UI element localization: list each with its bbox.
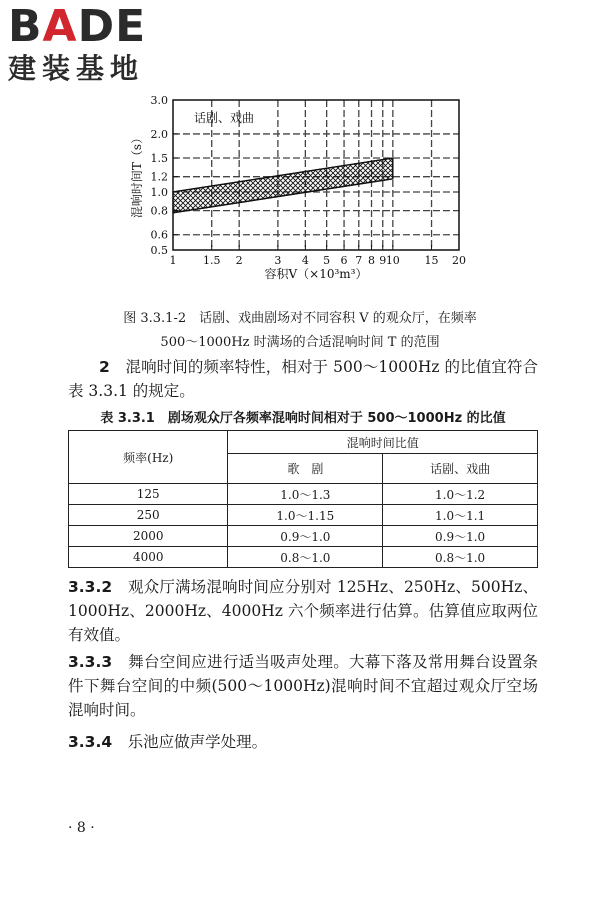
cell-frequency: 125 [69,484,228,505]
bade-logo [8,1,188,86]
chart-x-tick-label: 5 [323,254,331,267]
clause-3-3-2-number: 3.3.2 [68,578,113,596]
chart-y-tick-label: 0.5 [150,244,168,257]
chart-y-tick-label: 1.0 [150,185,168,199]
cell-drama: 0.8～1.0 [383,547,538,568]
cell-frequency: 250 [69,505,228,526]
cell-opera: 1.0～1.15 [228,505,383,526]
header-opera: 歌 剧 [228,454,383,484]
chart-x-tick-label: 10 [385,254,400,267]
header-frequency: 频率(Hz) [69,431,228,484]
logo-subtitle: 建装基地 [8,52,145,85]
header-ratio-group: 混响时间比值 [228,431,538,454]
clause-3-3-4 [68,730,538,754]
chart-x-tick-label: 7 [355,254,363,267]
logo-wordmark [8,1,188,52]
item-2-text: 混响时间的频率特性，相对于 500～1000Hz 的比值宜符合表 3.3.1 的规定。 [68,358,538,400]
chart-x-tick-label: 4 [301,254,309,267]
figure-caption-line-1: 图 3.3.1-2 话剧、戏曲剧场对不同容积 V 的观众厅，在频率 [123,311,477,326]
chart-band-group [173,158,393,213]
chart-x-tick-label: 9 [379,254,387,267]
chart-x-tick-label: 2 [235,254,243,267]
page-number: · 8 · [68,820,95,836]
logo-letter-a: A [42,1,78,52]
logo-letters-de: DE [77,1,147,52]
logo-letter-b: B [8,1,43,52]
chart-y-tick-label: 1.5 [150,152,168,166]
cell-drama: 1.0～1.2 [383,484,538,505]
figure-caption-line-2: 500～1000Hz 时满场的合适混响时间 T 的范围 [160,335,440,350]
chart-x-tick-label: 1 [169,254,177,267]
item-2-number: 2 [99,358,110,376]
chart-x-tick-label: 15 [424,254,439,267]
chart-x-tick-label: 6 [340,254,348,267]
chart-y-tick-label: 0.8 [150,204,168,218]
table-caption: 表 3.3.1 剧场观众厅各频率混响时间相对于 500～1000Hz 的比值 [100,411,506,426]
clause-3-3-4-number: 3.3.4 [68,733,113,751]
chart-x-tick-label: 1.5 [202,254,221,267]
chart-y-tick-label: 2.0 [150,127,168,141]
reverberation-chart [118,88,478,288]
clause-3-3-3-number: 3.3.3 [68,653,113,671]
cell-opera: 1.0～1.3 [228,484,383,505]
chart-title: 话剧、戏曲 [194,111,255,125]
header-drama: 话剧、戏曲 [383,454,538,484]
clause-3-3-3-text: 舞台空间应进行适当吸声处理。大幕下落及常用舞台设置条件下舞台空间的中频(500～1000Hz)混响时间不宜超过观众厅空场混响时间。 [68,653,538,719]
cell-opera: 0.9～1.0 [228,526,383,547]
clause-3-3-3 [68,650,538,722]
clause-3-3-2 [68,575,538,647]
cell-frequency: 2000 [69,526,228,547]
table-row [69,484,538,505]
chart-y-axis-label: 混响时间T（s） [130,131,144,219]
clause-3-3-2-text: 观众厅满场混响时间应分别对 125Hz、250Hz、500Hz、1000Hz、2000Hz、4000Hz 六个频率进行估算。估算值应取两位有效值。 [68,578,538,644]
chart-x-tick-label: 8 [368,254,376,267]
table-row [69,505,538,526]
chart-y-tick-label: 0.6 [150,228,168,242]
cell-opera: 0.8～1.0 [228,547,383,568]
cell-drama: 1.0～1.1 [383,505,538,526]
chart-y-tick-label: 1.2 [150,170,168,184]
item-2-paragraph [68,355,538,403]
chart-y-tick-label: 3.0 [150,94,168,107]
chart-x-tick-label: 3 [274,254,282,267]
chart-x-axis-label: 容积V（×10³m³） [264,267,368,281]
chart-reverb-band [173,158,393,213]
reverberation-ratio-table [68,430,538,568]
chart-x-tick-label: 20 [452,254,466,267]
table-row [69,526,538,547]
cell-frequency: 4000 [69,547,228,568]
clause-3-3-4-text: 乐池应做声学处理。 [112,733,268,751]
table-row [69,547,538,568]
figure-caption [80,307,520,355]
cell-drama: 0.9～1.0 [383,526,538,547]
